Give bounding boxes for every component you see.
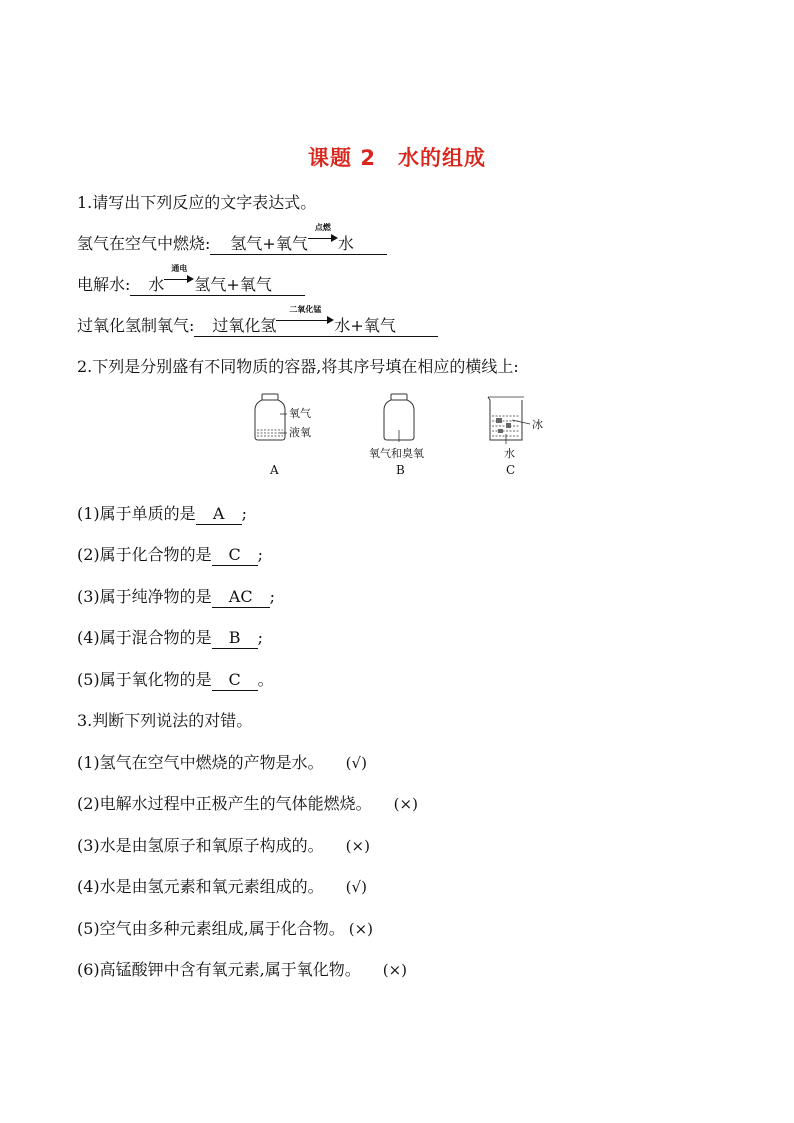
label-oxygen-gas: 氧气 [289, 407, 311, 420]
q1-item-1-label: 氢气在空气中燃烧: [77, 234, 211, 253]
bottle-b-icon [384, 394, 414, 442]
title-part1: 课题 2 [308, 146, 376, 170]
reaction-arrow-icon [164, 264, 194, 295]
q1-item-1-condition: 点燃 [314, 223, 331, 232]
label-liquid-oxygen: 液氧 [289, 426, 311, 439]
containers-figure [250, 392, 560, 482]
q3-heading: 3.判断下列说法的对错。 [77, 711, 253, 730]
q3-item-4-text: (4)水是由氢元素和氧元素组成的。 [77, 877, 324, 896]
q1-item-1-products: 水 [337, 234, 354, 253]
q2-item-4-answer: B [212, 628, 258, 649]
q3-item-3-mark: (×) [345, 837, 370, 855]
q3-item-1-text: (1)氢气在空气中燃烧的产物是水。 [77, 753, 324, 772]
q2-item-4-text: (4)属于混合物的是 [77, 628, 212, 647]
q3-item-2-text: (2)电解水过程中正极产生的气体能燃烧。 [77, 794, 372, 813]
q2-item-3 [77, 586, 275, 608]
q1-item-2-answer [130, 264, 305, 296]
q1-item-1-answer [210, 223, 387, 255]
page-title [0, 142, 794, 172]
q2-item-2-answer: C [212, 545, 258, 566]
q3-item-4 [77, 876, 367, 898]
label-a: A [270, 463, 279, 477]
q3-item-2 [77, 793, 418, 815]
q2-item-1-answer: A [196, 504, 242, 525]
q2-item-3-answer: AC [212, 587, 270, 608]
q2-item-4-end: ; [257, 628, 264, 647]
q2-item-1 [77, 503, 247, 525]
reaction-arrow-icon [308, 223, 338, 254]
q2-item-3-end: ; [269, 587, 276, 606]
q2-item-1-text: (1)属于单质的是 [77, 504, 196, 523]
q3-item-2-mark: (×) [393, 795, 418, 813]
q2-heading: 2.下列是分别盛有不同物质的容器,将其序号填在相应的横线上: [77, 357, 519, 376]
q2-item-4 [77, 627, 263, 649]
label-c: C [506, 463, 516, 477]
q2-item-1-end: ; [241, 504, 248, 523]
beaker-c-icon [488, 397, 530, 444]
q1-item-2-label: 电解水: [77, 275, 131, 294]
q1-item-3-reactants: 过氧化氢 [212, 316, 277, 335]
q2-item-5-end: 。 [257, 670, 274, 689]
q3-item-4-mark: (√) [345, 878, 367, 896]
bottle-a-icon [255, 394, 287, 440]
q1-item-2-condition: 通电 [171, 264, 188, 273]
q1-item-3-answer [194, 305, 438, 337]
label-water: 水 [504, 447, 515, 460]
q1-item-3-label: 过氧化氢制氧气: [77, 316, 195, 335]
q2-item-3-text: (3)属于纯净物的是 [77, 587, 212, 606]
q3-item-3 [77, 835, 370, 857]
q1-item-3 [77, 305, 438, 337]
q3-item-5-text: (5)空气由多种元素组成,属于化合物。 [77, 919, 345, 938]
q1-item-2-reactants: 水 [148, 275, 165, 294]
q2-item-2-text: (2)属于化合物的是 [77, 545, 212, 564]
q2-item-5-answer: C [212, 670, 258, 691]
q1-item-2-products: 氢气+氧气 [194, 275, 272, 294]
q3-item-6-text: (6)高锰酸钾中含有氧元素,属于氧化物。 [77, 960, 361, 979]
q2-item-2 [77, 544, 263, 566]
q2-item-5 [77, 669, 274, 691]
q3-item-6-mark: (×) [382, 961, 408, 979]
q3-item-1 [77, 752, 367, 774]
label-ice: 冰 [532, 418, 543, 431]
q3-item-1-mark: (√) [345, 754, 367, 772]
q3-item-5 [77, 918, 373, 940]
label-oxygen-ozone: 氧气和臭氧 [369, 447, 424, 460]
label-b: B [396, 463, 405, 477]
q1-item-1-reactants: 氢气+氧气 [230, 234, 308, 253]
q3-item-5-mark: (×) [348, 920, 374, 938]
reaction-arrow-icon [276, 305, 334, 336]
title-part2: 水的组成 [397, 146, 486, 170]
q2-item-5-text: (5)属于氧化物的是 [77, 670, 212, 689]
q2-item-2-end: ; [257, 545, 264, 564]
q1-item-1 [77, 223, 387, 255]
q3-item-6 [77, 959, 407, 981]
q1-heading: 1.请写出下列反应的文字表达式。 [77, 193, 317, 212]
q3-item-3-text: (3)水是由氢原子和氧原子构成的。 [77, 836, 324, 855]
q1-item-3-condition: 二氧化锰 [289, 305, 322, 314]
q1-item-3-products: 水+氧气 [334, 316, 396, 335]
q1-item-2 [77, 264, 305, 296]
